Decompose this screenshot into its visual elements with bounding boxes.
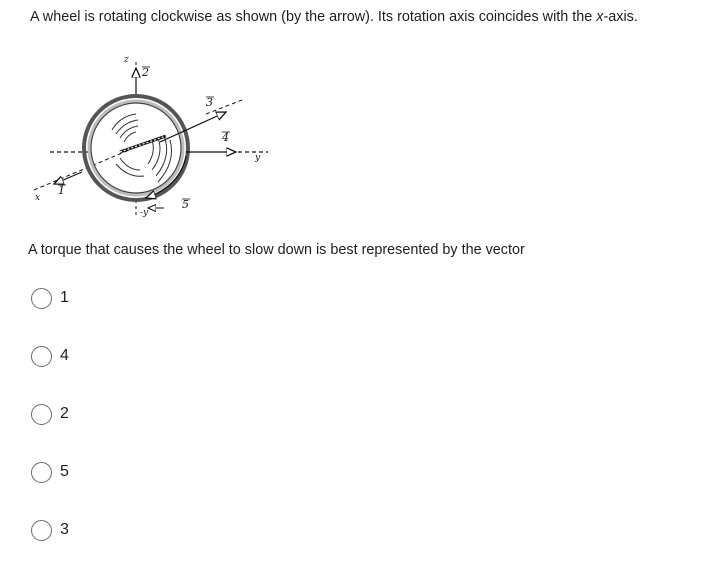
vector-4-label: 4 (222, 131, 229, 144)
option-3-radio[interactable] (31, 520, 52, 541)
vector-overbars (58, 67, 230, 199)
option-1[interactable] (31, 286, 69, 310)
option-3[interactable] (31, 518, 69, 542)
question-text-after: -axis. (603, 9, 638, 25)
question-text (30, 9, 638, 25)
option-5[interactable] (31, 460, 69, 484)
option-4-radio[interactable] (31, 346, 52, 367)
answer-options (31, 286, 69, 576)
option-2-radio[interactable] (31, 404, 52, 425)
vector-3-label: 3 (206, 96, 213, 109)
option-5-label[interactable]: 5 (60, 463, 69, 480)
vector-5-label: 5 (182, 198, 189, 211)
vector-1-arrow (54, 172, 82, 184)
y-axis-label: y (255, 153, 261, 163)
option-2[interactable] (31, 402, 69, 426)
prompt-text: A torque that causes the wheel to slow down is best represented by the vector (28, 242, 525, 258)
x-axis-label: x (35, 193, 41, 203)
option-1-radio[interactable] (31, 288, 52, 309)
vector-1-label: 1 (58, 184, 65, 197)
option-3-label[interactable]: 3 (60, 521, 69, 538)
question-text-before: A wheel is rotating clockwise as shown (by the arrow). Its rotation axis coincides with the (30, 9, 597, 25)
z-axis-label: z (124, 55, 129, 65)
wheel-diagram (20, 48, 280, 226)
option-5-radio[interactable] (31, 462, 52, 483)
wheel-diagram-svg (20, 48, 280, 226)
option-4[interactable] (31, 344, 69, 368)
neg-y-label: -y (140, 208, 149, 218)
option-2-label[interactable]: 2 (60, 405, 69, 422)
question-axis-var: x (596, 9, 604, 25)
wheel-face-hatching (112, 114, 172, 182)
vector-2-label: 2 (142, 66, 149, 79)
option-4-label[interactable]: 4 (60, 347, 69, 364)
option-1-label[interactable]: 1 (60, 289, 69, 306)
